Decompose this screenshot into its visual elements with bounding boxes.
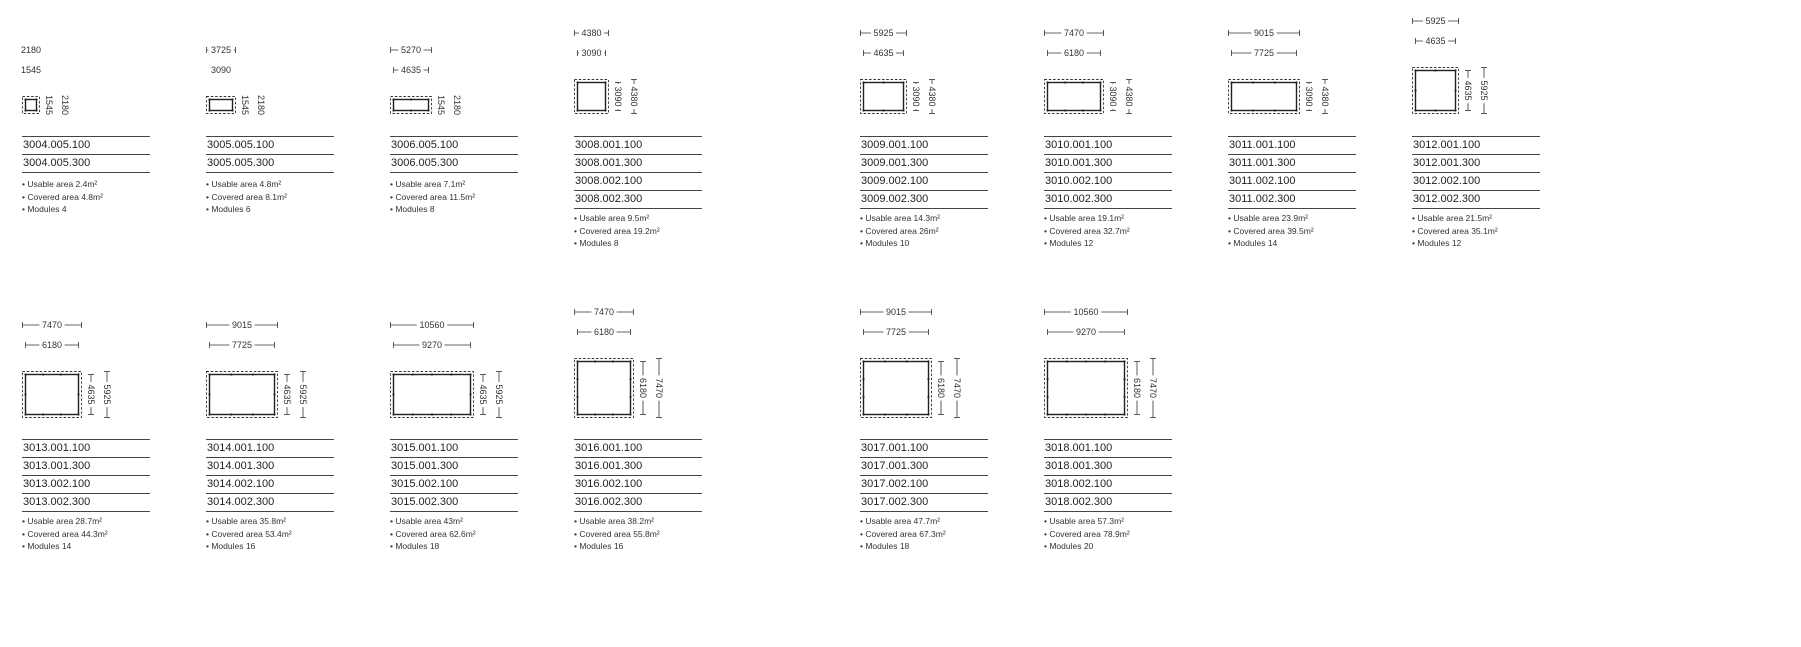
article-code: 3017.002.300 (860, 493, 988, 512)
svg-text:1545: 1545 (436, 94, 446, 116)
roof-outline (23, 372, 82, 418)
inner-height-dimension (1463, 71, 1473, 111)
inner-width-dimension (1232, 48, 1297, 58)
inner-width-dimension (394, 340, 471, 350)
inner-height-dimension (936, 362, 946, 415)
spec-item: • Modules 8 (574, 237, 714, 250)
svg-text:2180: 2180 (452, 94, 462, 116)
article-code: 3014.002.100 (206, 475, 334, 493)
svg-text:2180: 2180 (256, 94, 266, 116)
spec-item: • Usable area 43m² (390, 515, 530, 528)
inner-width-dimension (578, 327, 631, 337)
article-code: 3014.001.100 (206, 439, 334, 457)
article-code: 3004.005.300 (22, 154, 150, 173)
spec-list (390, 515, 530, 553)
article-code: 3018.002.300 (1044, 493, 1172, 512)
article-code: 3016.001.100 (574, 439, 702, 457)
post-markers (1414, 69, 1456, 111)
floor-outline (210, 375, 275, 415)
spec-item: • Covered area 26m² (860, 225, 1000, 238)
spec-item: • Modules 16 (206, 540, 346, 553)
article-code: 3012.002.300 (1412, 190, 1540, 209)
article-codes (390, 136, 518, 173)
article-code: 3011.001.100 (1228, 136, 1356, 154)
inner-width-dimension (210, 340, 275, 350)
article-code: 3009.001.100 (860, 136, 988, 154)
article-code: 3010.001.300 (1044, 154, 1172, 172)
svg-text:4635: 4635 (86, 384, 96, 405)
spec-item: • Usable area 7.1m² (390, 178, 530, 191)
spec-item: • Modules 6 (206, 203, 346, 216)
floor-outline (1416, 71, 1456, 111)
overall-height-dimension (1148, 359, 1158, 418)
svg-text:7725: 7725 (1253, 48, 1275, 58)
floor-plan-diagram (574, 17, 668, 115)
article-codes (206, 136, 334, 173)
floor-plan-diagram (390, 309, 533, 419)
svg-text:6180: 6180 (1132, 377, 1142, 399)
inner-height-dimension (1132, 362, 1142, 415)
spec-list (22, 178, 162, 216)
overall-width-dimension (1045, 28, 1104, 38)
svg-text:7470: 7470 (654, 377, 664, 399)
overall-width-dimension (207, 45, 236, 55)
inner-width-dimension (18, 65, 43, 75)
article-codes (574, 439, 702, 512)
svg-text:5925: 5925 (494, 384, 504, 405)
article-code: 3011.001.300 (1228, 154, 1356, 172)
spec-item: • Modules 12 (1412, 237, 1552, 250)
svg-text:3725: 3725 (210, 45, 232, 55)
roof-outline (861, 359, 932, 418)
spec-list (574, 212, 714, 250)
spec-item: • Covered area 53.4m² (206, 528, 346, 541)
floor-plan-diagram (22, 309, 141, 419)
floor-outline (578, 362, 631, 415)
article-code: 3017.002.100 (860, 475, 988, 493)
article-code: 3018.001.100 (1044, 439, 1172, 457)
svg-text:5925: 5925 (1479, 80, 1489, 101)
svg-text:1545: 1545 (44, 94, 54, 116)
svg-text:7470: 7470 (593, 307, 615, 317)
inner-height-dimension (282, 375, 292, 415)
article-code: 3015.002.100 (390, 475, 518, 493)
svg-text:7725: 7725 (885, 327, 907, 337)
spec-item: • Covered area 19.2m² (574, 225, 714, 238)
article-code: 3011.002.100 (1228, 172, 1356, 190)
floor-outline (1232, 83, 1297, 111)
svg-text:4380: 4380 (581, 28, 602, 38)
floor-outline (26, 375, 79, 415)
article-code: 3011.002.300 (1228, 190, 1356, 209)
article-code: 3017.001.100 (860, 439, 988, 457)
inner-width-dimension (1048, 327, 1125, 337)
spec-item: • Covered area 11.5m² (390, 191, 530, 204)
article-code: 3015.001.300 (390, 457, 518, 475)
overall-height-dimension (952, 359, 962, 418)
spec-list (1044, 515, 1184, 553)
spec-list (574, 515, 714, 553)
roof-outline (1045, 80, 1104, 114)
article-code: 3010.001.100 (1044, 136, 1172, 154)
overall-width-dimension (391, 320, 474, 330)
svg-text:4635: 4635 (873, 48, 894, 58)
spec-item: • Usable area 23.9m² (1228, 212, 1368, 225)
article-codes (390, 439, 518, 512)
inner-width-dimension (26, 340, 79, 350)
article-code: 3015.001.100 (390, 439, 518, 457)
article-code: 3008.002.300 (574, 190, 702, 209)
floor-outline (578, 83, 606, 111)
floor-plan-diagram (390, 34, 491, 115)
roof-outline (861, 80, 907, 114)
svg-text:3090: 3090 (1304, 86, 1314, 107)
spec-list (860, 212, 1000, 250)
svg-text:3090: 3090 (210, 65, 232, 75)
spec-item: • Usable area 21.5m² (1412, 212, 1552, 225)
inner-height-dimension (478, 375, 488, 415)
article-code: 3016.001.300 (574, 457, 702, 475)
inner-height-dimension (1108, 83, 1118, 111)
svg-text:4380: 4380 (1320, 86, 1330, 107)
spec-item: • Usable area 38.2m² (574, 515, 714, 528)
overall-width-dimension (1229, 28, 1300, 38)
article-codes (22, 136, 150, 173)
inner-width-dimension (394, 65, 429, 75)
spec-item: • Modules 8 (390, 203, 530, 216)
post-markers (208, 373, 275, 415)
floor-plan-diagram (574, 296, 693, 419)
svg-text:5925: 5925 (298, 384, 308, 405)
roof-outline (1413, 68, 1459, 114)
floor-plan-diagram (206, 34, 295, 115)
spec-list (1412, 212, 1552, 250)
overall-height-dimension (1479, 68, 1489, 114)
floor-plan-diagram (1228, 17, 1359, 115)
inner-height-dimension (44, 92, 54, 117)
article-codes (1228, 136, 1356, 209)
article-code: 3014.001.300 (206, 457, 334, 475)
floor-plan-diagram (860, 296, 991, 419)
overall-height-dimension (629, 80, 639, 114)
inner-width-dimension (578, 48, 606, 58)
spec-item: • Usable area 19.1m² (1044, 212, 1184, 225)
overall-width-dimension (1413, 16, 1459, 26)
roof-outline (1229, 80, 1300, 114)
spec-item: • Modules 16 (574, 540, 714, 553)
article-codes (22, 439, 150, 512)
svg-text:2180: 2180 (20, 45, 42, 55)
article-code: 3014.002.300 (206, 493, 334, 512)
inner-height-dimension (911, 83, 921, 111)
overall-height-dimension (102, 372, 112, 418)
article-code: 3013.002.100 (22, 475, 150, 493)
spec-item: • Covered area 32.7m² (1044, 225, 1184, 238)
svg-text:5925: 5925 (102, 384, 112, 405)
svg-text:4635: 4635 (282, 384, 292, 405)
svg-text:3090: 3090 (613, 86, 623, 107)
spec-item: • Modules 10 (860, 237, 1000, 250)
overall-height-dimension (256, 92, 266, 117)
post-markers (1046, 360, 1125, 415)
overall-width-dimension (18, 45, 43, 55)
overall-height-dimension (654, 359, 664, 418)
article-code: 3009.002.300 (860, 190, 988, 209)
floor-outline (864, 83, 904, 111)
overall-width-dimension (207, 320, 278, 330)
spec-item: • Covered area 44.3m² (22, 528, 162, 541)
inner-width-dimension (1048, 48, 1101, 58)
post-markers (1046, 81, 1101, 111)
roof-outline (575, 80, 609, 114)
svg-text:1545: 1545 (240, 94, 250, 116)
post-markers (392, 373, 471, 415)
svg-text:5925: 5925 (873, 28, 894, 38)
article-code: 3005.005.300 (206, 154, 334, 173)
article-code: 3010.002.100 (1044, 172, 1172, 190)
spec-item: • Usable area 47.7m² (860, 515, 1000, 528)
post-markers (392, 98, 429, 111)
post-markers (576, 360, 631, 415)
roof-outline (207, 372, 278, 418)
post-markers (862, 81, 904, 111)
inner-height-dimension (436, 92, 446, 117)
spec-item: • Modules 20 (1044, 540, 1184, 553)
article-code: 3012.002.100 (1412, 172, 1540, 190)
spec-item: • Usable area 4.8m² (206, 178, 346, 191)
article-codes (1044, 136, 1172, 209)
svg-text:7470: 7470 (1148, 377, 1158, 399)
overall-height-dimension (1124, 80, 1134, 114)
article-code: 3006.005.300 (390, 154, 518, 173)
spec-list (1044, 212, 1184, 250)
article-code: 3016.002.300 (574, 493, 702, 512)
spec-item: • Covered area 67.3m² (860, 528, 1000, 541)
roof-outline (391, 372, 474, 418)
svg-text:10560: 10560 (419, 320, 445, 330)
svg-text:5270: 5270 (400, 45, 422, 55)
post-markers (24, 98, 37, 111)
article-codes (860, 136, 988, 209)
inner-height-dimension (240, 92, 250, 117)
svg-text:6180: 6180 (593, 327, 615, 337)
article-codes (206, 439, 334, 512)
floor-plan-diagram (22, 34, 99, 115)
spec-list (206, 515, 346, 553)
svg-text:9270: 9270 (421, 340, 443, 350)
overall-width-dimension (23, 320, 82, 330)
spec-item: • Modules 14 (22, 540, 162, 553)
svg-text:4635: 4635 (1425, 36, 1446, 46)
post-markers (24, 373, 79, 415)
article-code: 3013.002.300 (22, 493, 150, 512)
inner-height-dimension (613, 83, 623, 111)
article-code: 3015.002.300 (390, 493, 518, 512)
svg-text:6180: 6180 (936, 377, 946, 399)
article-code: 3009.002.100 (860, 172, 988, 190)
svg-text:7470: 7470 (952, 377, 962, 399)
article-code: 3018.002.100 (1044, 475, 1172, 493)
floor-plan-diagram (860, 17, 966, 115)
article-code: 3005.005.100 (206, 136, 334, 154)
overall-width-dimension (575, 307, 634, 317)
article-codes (860, 439, 988, 512)
spec-item: • Covered area 35.1m² (1412, 225, 1552, 238)
overall-width-dimension (391, 45, 432, 55)
overall-height-dimension (452, 92, 462, 117)
inner-height-dimension (638, 362, 648, 415)
article-code: 3017.001.300 (860, 457, 988, 475)
inner-height-dimension (86, 375, 96, 415)
svg-text:4635: 4635 (478, 384, 488, 405)
spec-item: • Covered area 55.8m² (574, 528, 714, 541)
svg-text:9015: 9015 (885, 307, 907, 317)
spec-item: • Usable area 28.7m² (22, 515, 162, 528)
spec-item: • Covered area 62.6m² (390, 528, 530, 541)
article-code: 3008.001.300 (574, 154, 702, 172)
spec-item: • Usable area 14.3m² (860, 212, 1000, 225)
spec-list (390, 178, 530, 216)
article-code: 3016.002.100 (574, 475, 702, 493)
inner-width-dimension (864, 48, 904, 58)
svg-text:10560: 10560 (1073, 307, 1099, 317)
spec-list (860, 515, 1000, 553)
article-code: 3018.001.300 (1044, 457, 1172, 475)
floor-outline (1048, 362, 1125, 415)
spec-item: • Covered area 8.1m² (206, 191, 346, 204)
spec-list (206, 178, 346, 216)
floor-outline (210, 100, 233, 111)
floor-outline (1048, 83, 1101, 111)
inner-width-dimension (864, 327, 929, 337)
floor-outline (26, 100, 37, 111)
article-code: 3008.002.100 (574, 172, 702, 190)
overall-height-dimension (927, 80, 937, 114)
inner-width-dimension (208, 65, 233, 75)
svg-text:6180: 6180 (1063, 48, 1085, 58)
spec-item: • Usable area 35.8m² (206, 515, 346, 528)
article-codes (1044, 439, 1172, 512)
floor-plan-diagram (1044, 296, 1187, 419)
roof-outline (575, 359, 634, 418)
spec-item: • Modules 18 (860, 540, 1000, 553)
svg-text:4380: 4380 (629, 86, 639, 107)
overall-height-dimension (298, 372, 308, 418)
overall-height-dimension (1320, 80, 1330, 114)
svg-text:2180: 2180 (60, 94, 70, 116)
svg-text:3090: 3090 (581, 48, 602, 58)
overall-width-dimension (1045, 307, 1128, 317)
article-code: 3006.005.100 (390, 136, 518, 154)
article-code: 3012.001.300 (1412, 154, 1540, 172)
floor-outline (864, 362, 929, 415)
article-code: 3008.001.100 (574, 136, 702, 154)
spec-item: • Covered area 39.5m² (1228, 225, 1368, 238)
floor-plan-diagram (206, 309, 337, 419)
svg-text:4635: 4635 (1463, 80, 1473, 101)
overall-height-dimension (494, 372, 504, 418)
article-codes (574, 136, 702, 209)
spec-item: • Usable area 2.4m² (22, 178, 162, 191)
svg-text:7725: 7725 (231, 340, 253, 350)
overall-width-dimension (575, 28, 609, 38)
svg-text:7470: 7470 (1063, 28, 1085, 38)
svg-text:4380: 4380 (1124, 86, 1134, 107)
spec-item: • Covered area 78.9m² (1044, 528, 1184, 541)
floor-outline (394, 100, 429, 111)
article-code: 3013.001.100 (22, 439, 150, 457)
article-code: 3013.001.300 (22, 457, 150, 475)
svg-text:3090: 3090 (1108, 86, 1118, 107)
article-code: 3004.005.100 (22, 136, 150, 154)
spec-item: • Modules 14 (1228, 237, 1368, 250)
floor-plan-diagram (1044, 17, 1163, 115)
floor-outline (394, 375, 471, 415)
svg-text:3090: 3090 (911, 86, 921, 107)
spec-item: • Usable area 57.3m² (1044, 515, 1184, 528)
post-markers (576, 81, 606, 111)
svg-text:9015: 9015 (231, 320, 253, 330)
spec-item: • Usable area 9.5m² (574, 212, 714, 225)
post-markers (1230, 81, 1297, 111)
overall-width-dimension (861, 28, 907, 38)
svg-text:4635: 4635 (400, 65, 422, 75)
spec-list (22, 515, 162, 553)
article-code: 3010.002.300 (1044, 190, 1172, 209)
overall-height-dimension (60, 92, 70, 117)
spec-item: • Modules 12 (1044, 237, 1184, 250)
floor-plan-diagram (1412, 5, 1518, 115)
svg-text:9270: 9270 (1075, 327, 1097, 337)
inner-width-dimension (1416, 36, 1456, 46)
svg-text:4380: 4380 (927, 86, 937, 107)
spec-item: • Modules 18 (390, 540, 530, 553)
svg-text:6180: 6180 (638, 377, 648, 399)
spec-item: • Covered area 4.8m² (22, 191, 162, 204)
overall-width-dimension (861, 307, 932, 317)
article-code: 3009.001.300 (860, 154, 988, 172)
post-markers (208, 98, 233, 111)
svg-text:9015: 9015 (1253, 28, 1275, 38)
svg-text:6180: 6180 (41, 340, 63, 350)
post-markers (862, 360, 929, 415)
spec-item: • Modules 4 (22, 203, 162, 216)
article-codes (1412, 136, 1540, 209)
svg-text:7470: 7470 (41, 320, 63, 330)
spec-list (1228, 212, 1368, 250)
inner-height-dimension (1304, 83, 1314, 111)
svg-text:5925: 5925 (1425, 16, 1446, 26)
roof-outline (1045, 359, 1128, 418)
article-code: 3012.001.100 (1412, 136, 1540, 154)
svg-text:1545: 1545 (20, 65, 42, 75)
